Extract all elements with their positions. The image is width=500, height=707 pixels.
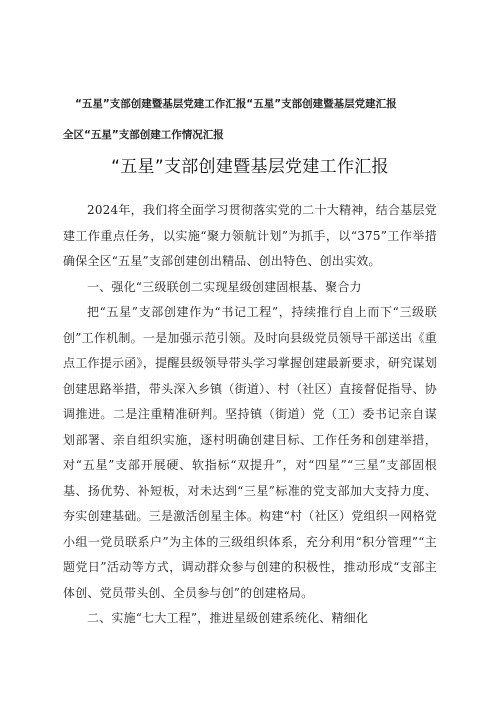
running-subheader: 全区“五星”支部创建工作情况汇报 — [63, 129, 224, 141]
document-title: “五星”支部创建暨基层党建工作汇报 — [111, 157, 389, 177]
running-header: “五星”支部创建暨基层党建工作汇报“五星”支部创建暨基层党建汇报 — [75, 98, 397, 110]
section-heading-1: 一、强化“三级联创二实现星级创建固根基、聚合力 — [87, 279, 362, 294]
section-heading-2: 二、实施“七大工程”，推进星级创建系统化、精细化 — [87, 611, 369, 625]
section-1-paragraph: 把“五星”支部创建作为“书记工程”，持续推行自上而下“三级联创”工作机制。一是加强示范引领。及时向县级党员领导干部送出《重点工作提示函》，提醒县级领导带头学习掌握创建最新要求，研究谋划创建思路举措，带头深入乡镇（街道）、村（社区）直接督促指导、协调推进。二是注重精准研判。坚持镇（街道）党（工）委书记亲自谋划部署、亲自组织实施，逐村明确创建目标、工作任务和创建举措，对“五星”支部开展硬、软指标“双提升”，对“四星”“三星”支部固根基、扬优势、补短板，对未达到“三星”标准的党支部加大支持力度、夯实创建基础。三是激活创星主体。构建“村（社区）党组织一网格党小组一党员联系户”为主体的三级组织体系，充分利用“积分管理”“主题党日”活动等方式，调动群众参与创建的积极性，推动形成“支部主体创、党员带头创、全员参与创”的创建格局。 — [63, 305, 437, 600]
intro-paragraph: 2024年，我们将全面学习贯彻落实党的二十大精神，结合基层党建工作重点任务，以实施“聚力领航计划”为抓手，以“375”工作举措确保全区“五星”支部创建创出精品、创出特色、创出实效。 — [63, 203, 437, 268]
document-body — [63, 198, 437, 632]
